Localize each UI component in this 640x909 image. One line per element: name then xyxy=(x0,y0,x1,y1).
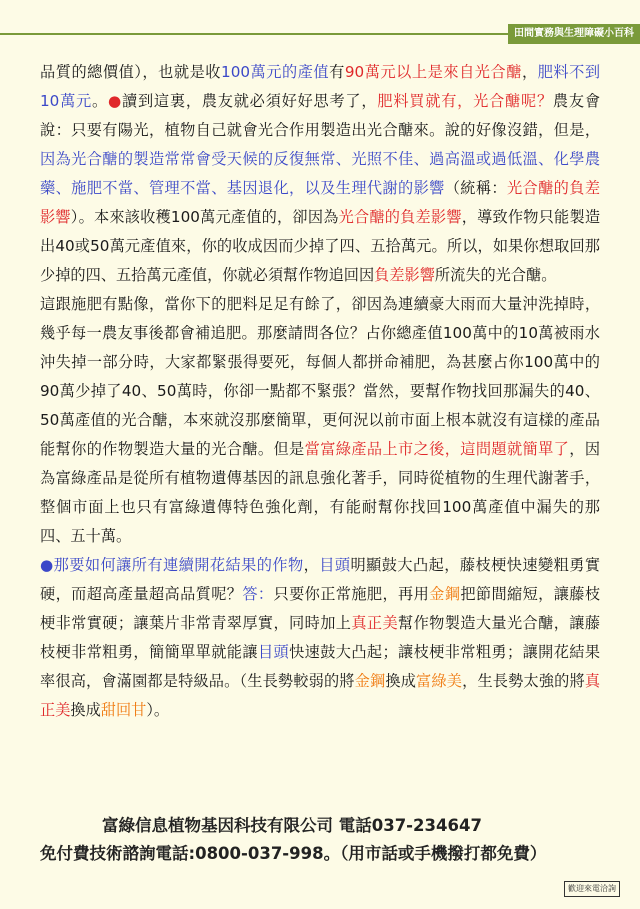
text: （統稱： xyxy=(444,179,507,197)
highlight: 光合醣的負差影響 xyxy=(40,179,601,226)
text: ，生長勢太強的將 xyxy=(462,672,585,690)
text: 把節間縮短，讓藤枝梗非常實硬；讓葉片非常青翠厚實，同時加上 xyxy=(40,585,601,632)
paragraph-3 xyxy=(40,551,600,725)
highlight: ●那要如何讓所有連續開花結果的作物 xyxy=(40,556,304,574)
text: 品質的總價值），也就是收 xyxy=(40,63,222,81)
highlight: 因為光合醣的製造常常會受天候的反復無常、光照不佳、過高溫或過低溫、化學農藥、施肥不當、管理不當、基因退化，以及生理代謝的影響 xyxy=(40,150,600,197)
text: 這跟施肥有點像，當你下的肥料足足有餘了，卻因為連續豪大雨而大量沖洗掉時，幾乎每一農友事後都會補追肥。那麼請問各位？占你總產值100萬中的10萬被雨水沖失掉一部分時，大家都緊張得要死，每個人都拼命補肥，為甚麼占你100萬中的90萬少掉了40、50萬時，你卻一點都不緊張？當然，要幫作物找回那漏失的40、50萬產值的光合醣，本來就沒那麼簡單，更何況以前市面上根本就沒有這樣的產品能幫你的作物製造大量的光合醣。但是 xyxy=(40,295,600,458)
text: 讀到這裏，農友就必須好好思考了， xyxy=(122,92,378,110)
text: ，導致作物只能製造出40或50萬元產值來，你的收成因而少掉了四、五拾萬元。所以，如果你想取回那少掉的四、五拾萬元產值，你就必須幫作物追回因 xyxy=(40,208,601,284)
text: 所流失的光合醣。 xyxy=(434,266,557,284)
highlight: 90萬元以上是來自光合醣 xyxy=(344,63,522,81)
header-tag: 田間實務與生理障礙小百科 xyxy=(508,24,640,44)
header-rule xyxy=(0,33,520,35)
text: ）。本來該收穫100萬元產值的，卻因為 xyxy=(70,208,339,226)
highlight: 肥料買就有，光合醣呢？ xyxy=(377,92,553,110)
article-body xyxy=(40,58,600,725)
text: 有 xyxy=(329,63,345,81)
text: 幫作物製造大量光合醣，讓藤枝梗非常粗勇，簡簡單單就能讓 xyxy=(40,614,601,661)
highlight: 光合醣的負差影響 xyxy=(338,208,462,226)
text: 快速鼓大凸起；讓枝梗非常粗勇；讓開花結果率很高，會滿園都是特級品。（生長勢較弱的將 xyxy=(40,643,601,690)
product-name: 甜回甘 xyxy=(100,701,147,719)
text: 只要你正常施肥，再用 xyxy=(273,585,430,603)
product-name: 真正美 xyxy=(40,672,601,719)
text: 農友會說：只要有陽光，植物自己就會光合作用製造出光合醣來。說的好像沒錯，但是， xyxy=(40,92,601,139)
highlight: 100萬元的產值 xyxy=(221,63,330,81)
product-name: 金鋼 xyxy=(354,672,386,690)
highlight: 負差影響 xyxy=(374,266,435,284)
text: 明顯鼓大凸起，藤枝梗快速變粗勇實硬，而超高產量超高品質呢？ xyxy=(40,556,601,603)
text: ， xyxy=(521,63,538,81)
text: 。 xyxy=(92,92,108,110)
toll-free-line: 免付費技術諮詢電話:0800-037-998。（用市話或手機撥打都免費） xyxy=(40,844,547,863)
text: ）。 xyxy=(146,701,170,719)
product-name: 富綠美 xyxy=(416,672,463,690)
paragraph-2 xyxy=(40,290,600,551)
contact-footer xyxy=(40,812,600,868)
answer-label: 答： xyxy=(242,585,274,603)
highlight: 肥料不到10萬元 xyxy=(40,63,601,110)
product-name: 目頭 xyxy=(257,643,290,661)
page-badge: 歡迎來電洽詢 xyxy=(564,881,620,897)
bullet-dot: ● xyxy=(107,92,123,110)
text: 換成 xyxy=(385,672,417,690)
highlight: 當富綠產品上市之後，這問題就簡單了 xyxy=(304,440,570,458)
text: ，因為富綠產品是從所有植物遺傳基因的訊息強化著手，同時從植物的生理代謝著手，整個市面上也只有富綠遺傳特色強化劑，有能耐幫你找回100萬產值中漏失的那四、五十萬。 xyxy=(40,440,601,545)
text: ， xyxy=(303,556,320,574)
product-name: 金鋼 xyxy=(429,585,461,603)
product-name: 目頭 xyxy=(319,556,351,574)
text: 換成 xyxy=(70,701,101,719)
company-contact: 富綠信息植物基因科技有限公司 電話037-234647 xyxy=(102,816,482,835)
header-bar xyxy=(0,24,640,44)
paragraph-1 xyxy=(40,58,600,290)
product-name: 真正美 xyxy=(351,614,399,632)
